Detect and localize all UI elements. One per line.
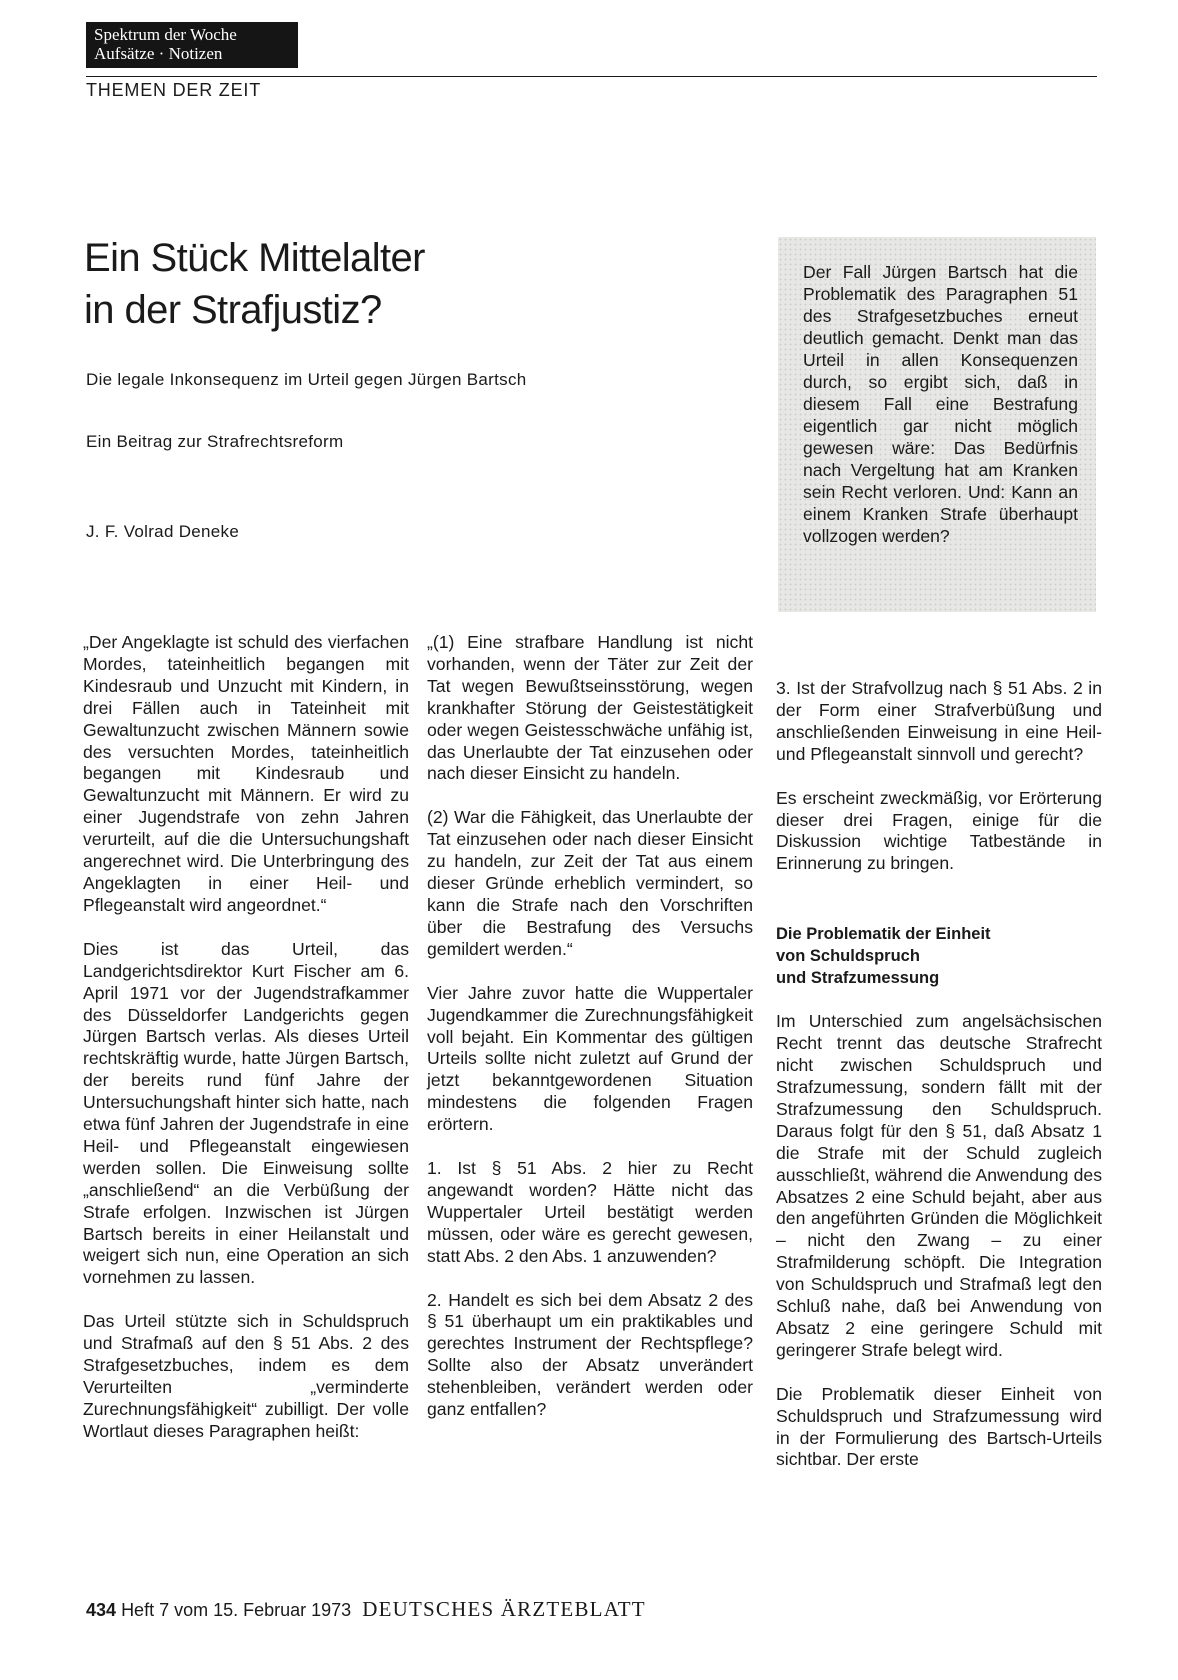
paragraph: Die Problematik dieser Einheit von Schuldspruch und Strafzumessung wird in der Formulierung des Bartsch-Urteils sichtbar. Der erste bbox=[776, 1383, 1102, 1470]
section-label bbox=[86, 22, 298, 68]
body-column-2 bbox=[427, 632, 753, 1443]
section-label-line1: Spektrum der Woche bbox=[94, 25, 237, 44]
issue-info: Heft 7 vom 15. Februar 1973 bbox=[121, 1600, 352, 1620]
paragraph: Es erscheint zweckmäßig, vor Erörterung dieser drei Fragen, einige für die Diskussion wichtige Tatbestände in Erinnerung zu bringen. bbox=[776, 787, 1102, 874]
article-title-line2: in der Strafjustiz? bbox=[84, 288, 382, 332]
paragraph: 2. Handelt es sich bei dem Absatz 2 des § 51 überhaupt um ein praktikables und gerechtes Instrument der Rechtspflege? Sollte also der Absatz unverändert stehenbleiben, verändert werden oder ganz entfallen? bbox=[427, 1289, 753, 1420]
paragraph: Vier Jahre zuvor hatte die Wuppertaler Jugendkammer die Zurechnungsfähigkeit voll bejaht. Ein Kommentar des gültigen Urteils sollte nicht zuletzt auf Grund der jetzt bekanntgewordenen Situation mindestens die folgenden Fragen erörtern. bbox=[427, 982, 753, 1135]
paragraph: (2) War die Fähigkeit, das Unerlaubte der Tat einzusehen oder nach dieser Einsicht zu handeln, zur Zeit der Tat aus einem dieser Gründe erheblich vermindert, so kann die Strafe nach den Vorschriften über die Bestrafung des Versuchs gemildert werden.“ bbox=[427, 807, 753, 959]
page-footer bbox=[86, 1597, 646, 1622]
paragraph: „Der Angeklagte ist schuld des vierfachen Mordes, tateinheitlich begangen mit Kindesraub und Unzucht mit Kindern, in drei Fällen auch in Tateinheit mit Gewaltunzucht zwischen Männern sowie des versuchten Mordes, tateinheitlich begangen mit Kindesraub und Gewaltunzucht mit Männern. Er wird zu einer Jugendstrafe von zehn Jahren verurteilt, auf die die Untersuchungshaft angerechnet wird. Die Unterbringung des Angeklagten in einer Heil- und Pflegeanstalt wird angeordnet.“ bbox=[83, 632, 409, 915]
header-rule bbox=[86, 76, 1097, 77]
article-author: J. F. Volrad Deneke bbox=[86, 522, 240, 541]
paragraph: 1. Ist § 51 Abs. 2 hier zu Recht angewandt worden? Hätte nicht das Wuppertaler Urteil bestätigt werden müssen, oder wäre es gerecht gewesen, statt Abs. 2 den Abs. 1 anzuwenden? bbox=[427, 1158, 753, 1266]
journal-masthead: DEUTSCHES ÄRZTEBLATT bbox=[362, 1597, 646, 1621]
body-column-1 bbox=[83, 632, 409, 1465]
article-subtitle: Die legale Inkonsequenz im Urteil gegen Jürgen Bartsch bbox=[86, 370, 527, 389]
section-subheading bbox=[776, 923, 1102, 989]
rubric: THEMEN DER ZEIT bbox=[86, 80, 262, 100]
subheading-line1: Die Problematik der Einheit bbox=[776, 925, 991, 944]
subheading-line2: von Schuldspruch bbox=[776, 947, 920, 966]
paragraph: „(1) Eine strafbare Handlung ist nicht vorhanden, wenn der Täter zur Zeit der Tat wegen Bewußtseinsstörung, wegen krankhafter Störung der Geistestätigkeit oder wegen Geistesschwäche unfähig ist, das Unerlaubte der Tat einzusehen oder nach dieser Einsicht zu handeln. bbox=[427, 632, 753, 784]
article-title bbox=[84, 232, 704, 336]
paragraph: Im Unterschied zum angelsächsischen Recht trennt das deutsche Strafrecht nicht zwischen Schuldspruch und Strafzumessung, sondern fällt mit der Strafzumessung den Schuldspruch. Daraus folgt für den § 51, daß Absatz 1 die Strafe mit der Schuld zugleich ausschließt, während die Anwendung des Absatzes 2 eine Schuld bejaht, aber aus den angeführten Gründen die Möglichkeit – nicht den Zwang – zu einer Strafmilderung schöpft. Die Integration von Schuldspruch und Strafmaß legt den Schluß nahe, daß bei Anwendung von Absatz 2 eine geringere Schuld mit geringerer Strafe belegt wird. bbox=[776, 1011, 1102, 1360]
article-note: Ein Beitrag zur Strafrechtsreform bbox=[86, 432, 344, 451]
paragraph: Das Urteil stützte sich in Schuldspruch und Strafmaß auf den § 51 Abs. 2 des Strafgesetzbuches, indem es dem Verurteilten „verminderte Zurechnungsfähigkeit“ zubilligt. Der volle Wortlaut dieses Paragraphen heißt: bbox=[83, 1311, 409, 1441]
article-title-line1: Ein Stück Mittelalter bbox=[84, 236, 425, 280]
page-number: 434 bbox=[86, 1600, 117, 1620]
body-column-3 bbox=[776, 678, 1102, 1493]
subheading-line3: und Strafzumessung bbox=[776, 969, 940, 988]
abstract-box: Der Fall Jürgen Bartsch hat die Problematik des Paragraphen 51 des Strafgesetzbuches erneut deutlich gemacht. Denkt man das Urteil in allen Konsequenzen durch, so ergibt sich, daß in diesem Fall eine Bestrafung eigentlich gar nicht möglich gewesen wäre: Das Bedürfnis nach Vergeltung hat am Kranken sein Recht verloren. Und: Kann an einem Kranken Strafe überhaupt vollzogen werden? bbox=[778, 237, 1096, 612]
paragraph: Dies ist das Urteil, das Landgerichtsdirektor Kurt Fischer am 6. April 1971 vor der Jugendstrafkammer des Düsseldorfer Landgerichts gegen Jürgen Bartsch verlas. Als dieses Urteil rechtskräftig wurde, hatte Jürgen Bartsch, der bereits rund fünf Jahre der Untersuchungshaft hinter sich hatte, nach etwa fünf Jahren der Jugendstrafe in eine Heil- und Pflegeanstalt eingewiesen werden sollen. Die Einweisung sollte „anschließend“ an die Verbüßung der Strafe erfolgen. Inzwischen ist Jürgen Bartsch bereits in einer Heilanstalt und weigert sich nun, eine Operation an sich vornehmen zu lassen. bbox=[83, 938, 409, 1288]
paragraph: 3. Ist der Strafvollzug nach § 51 Abs. 2 in der Form einer Strafverbüßung und anschließenden Einweisung in eine Heil- und Pflegeanstalt sinnvoll und gerecht? bbox=[776, 678, 1102, 764]
section-label-line2: Aufsätze · Notizen bbox=[94, 44, 223, 63]
